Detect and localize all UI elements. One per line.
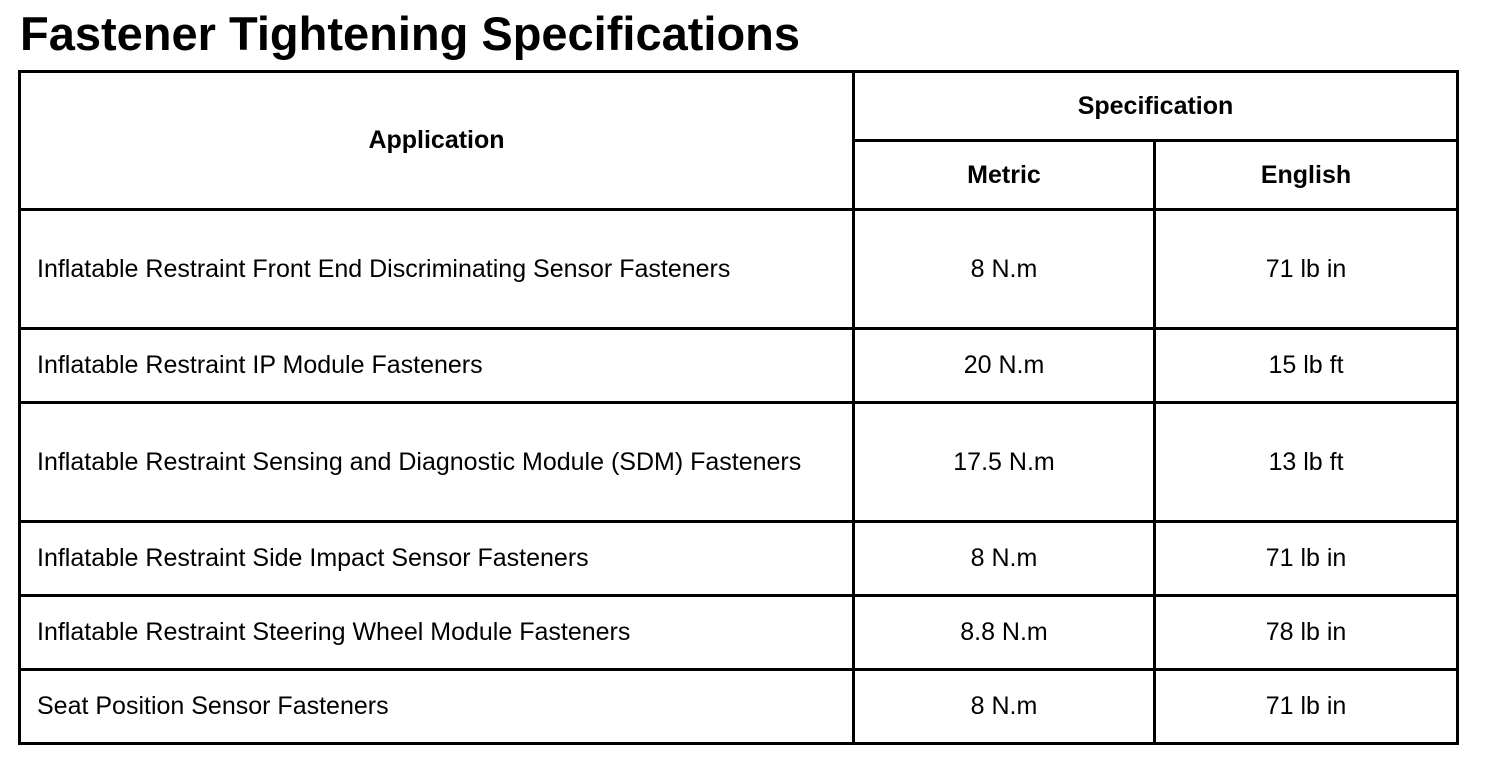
table-row xyxy=(20,596,1458,670)
page-title: Fastener Tightening Specifications xyxy=(20,7,800,60)
table-row xyxy=(20,329,1458,403)
cell-metric: 8 N.m xyxy=(854,522,1155,596)
table-row xyxy=(20,403,1458,522)
header-metric: Metric xyxy=(854,141,1155,210)
cell-metric: 17.5 N.m xyxy=(854,403,1155,522)
cell-application: Inflatable Restraint Sensing and Diagnostic Module (SDM) Fasteners xyxy=(20,403,854,522)
table-row xyxy=(20,522,1458,596)
cell-english: 71 lb in xyxy=(1155,210,1458,329)
cell-metric: 8 N.m xyxy=(854,670,1155,744)
cell-english: 71 lb in xyxy=(1155,670,1458,744)
cell-english: 13 lb ft xyxy=(1155,403,1458,522)
cell-english: 78 lb in xyxy=(1155,596,1458,670)
header-english: English xyxy=(1155,141,1458,210)
cell-application: Inflatable Restraint Side Impact Sensor Fasteners xyxy=(20,522,854,596)
header-application: Application xyxy=(20,72,854,210)
cell-application: Seat Position Sensor Fasteners xyxy=(20,670,854,744)
fastener-spec-table xyxy=(18,70,1459,745)
table-row xyxy=(20,210,1458,329)
cell-english: 71 lb in xyxy=(1155,522,1458,596)
cell-application: Inflatable Restraint Steering Wheel Module Fasteners xyxy=(20,596,854,670)
cell-application: Inflatable Restraint Front End Discriminating Sensor Fasteners xyxy=(20,210,854,329)
cell-metric: 8.8 N.m xyxy=(854,596,1155,670)
header-specification: Specification xyxy=(854,72,1458,141)
cell-application: Inflatable Restraint IP Module Fasteners xyxy=(20,329,854,403)
table-header-row-1 xyxy=(20,72,1458,141)
cell-metric: 20 N.m xyxy=(854,329,1155,403)
cell-metric: 8 N.m xyxy=(854,210,1155,329)
table-row xyxy=(20,670,1458,744)
cell-english: 15 lb ft xyxy=(1155,329,1458,403)
